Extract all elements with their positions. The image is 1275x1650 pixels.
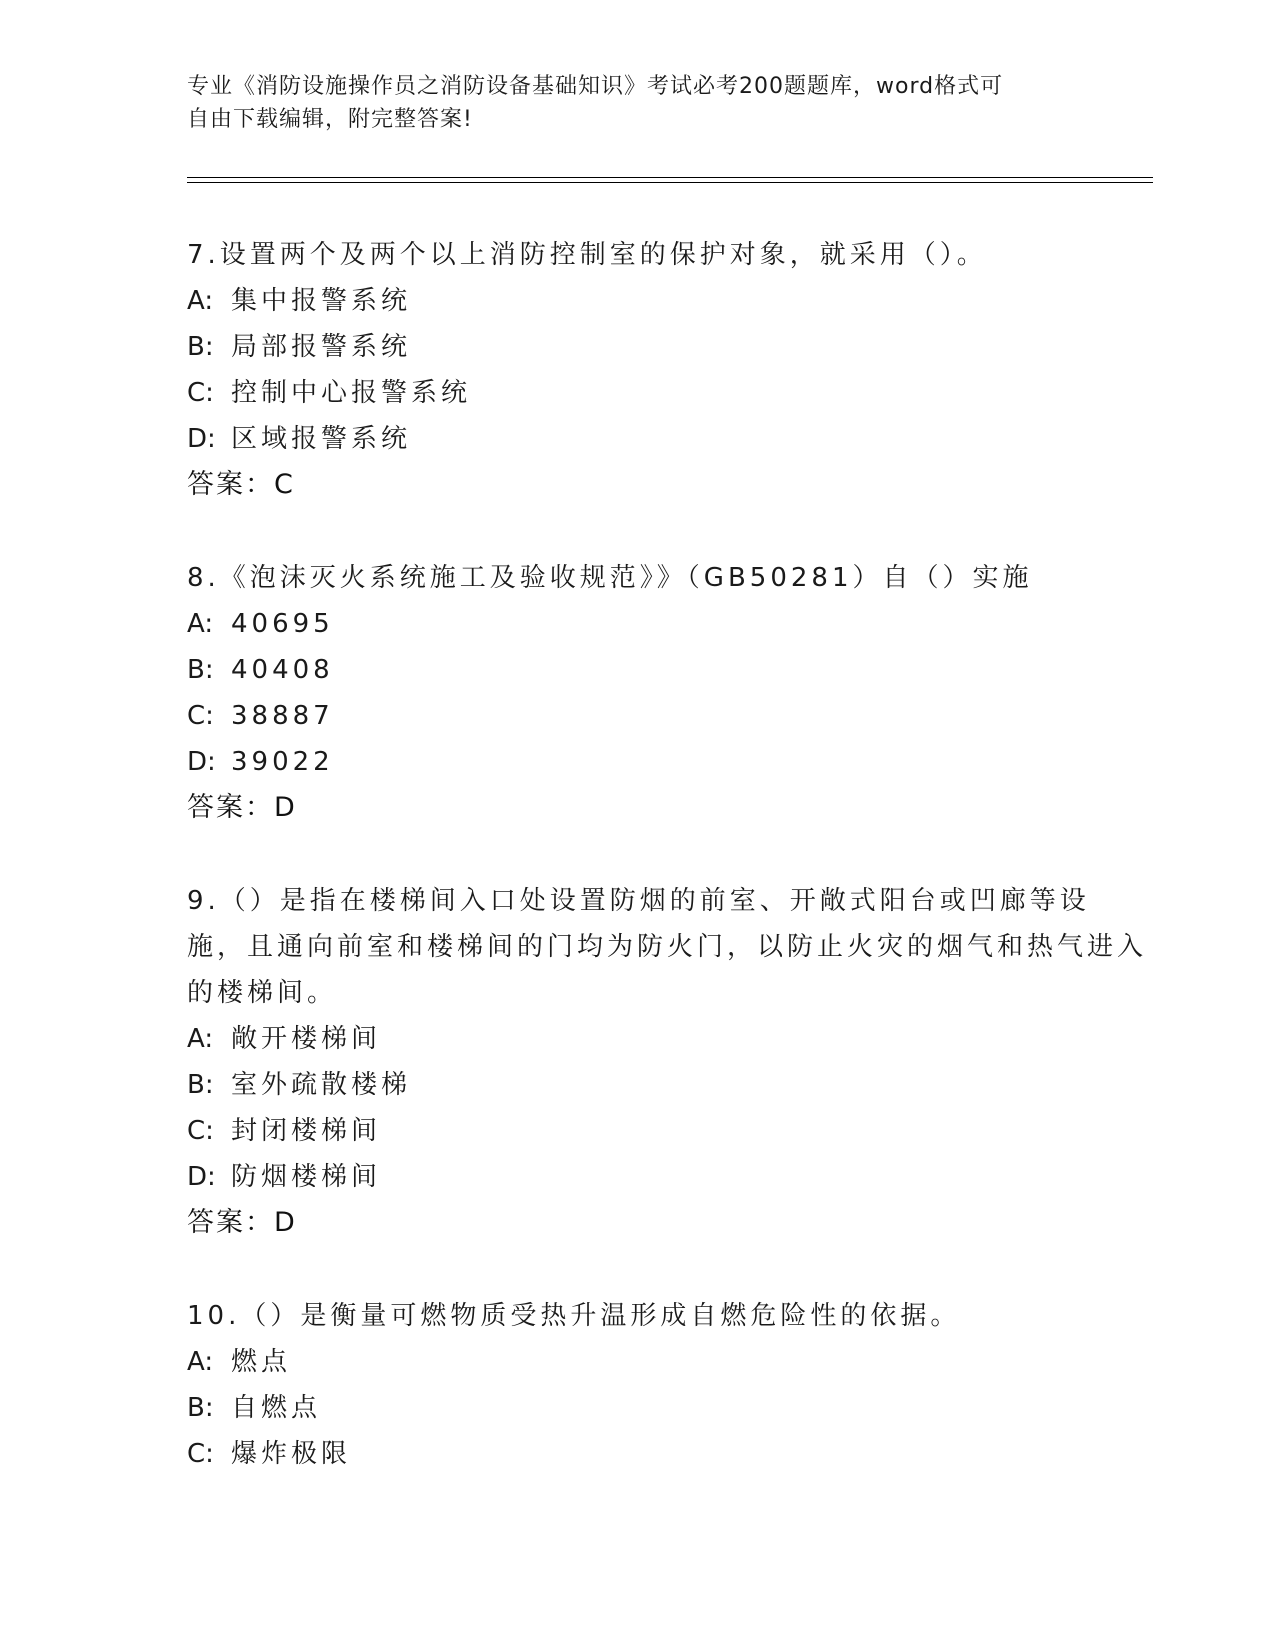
option-c	[187, 1108, 1147, 1154]
option-d	[187, 739, 1147, 785]
answer-line: 答案：C	[187, 469, 295, 500]
option-text: 局部报警系统	[231, 332, 412, 362]
option-a	[187, 1016, 1147, 1062]
option-text: 防烟楼梯间	[231, 1162, 382, 1192]
option-d	[187, 1154, 1147, 1200]
question-text: 9.（）是指在楼梯间入口处设置防烟的前室、开敞式阳台或凹廊等设施，且通向前室和楼梯间的门均为防火门，以防止火灾的烟气和热气进入的楼梯间。	[187, 886, 1148, 1008]
option-key: C:	[187, 1116, 214, 1146]
option-text: 室外疏散楼梯	[231, 1070, 412, 1100]
header-line-2: 自由下载编辑，附完整答案!	[187, 107, 473, 132]
option-text: 40408	[231, 655, 334, 685]
question-text: 10.（）是衡量可燃物质受热升温形成自燃危险性的依据。	[187, 1301, 961, 1331]
option-key: B:	[187, 1393, 214, 1423]
option-b	[187, 324, 1147, 370]
option-text: 区域报警系统	[231, 424, 412, 454]
answer-line: 答案：D	[187, 1207, 297, 1238]
option-key: A:	[187, 1024, 214, 1054]
option-key: C:	[187, 378, 214, 408]
header-divider-bottom	[187, 182, 1153, 183]
option-b	[187, 1062, 1147, 1108]
option-a	[187, 601, 1147, 647]
option-key: B:	[187, 332, 214, 362]
header-line-1: 专业《消防设施操作员之消防设备基础知识》考试必考200题题库，word格式可	[187, 74, 1004, 99]
option-key: C:	[187, 701, 214, 731]
option-c	[187, 370, 1147, 416]
option-key: C:	[187, 1439, 214, 1469]
option-c	[187, 693, 1147, 739]
question-9	[187, 878, 1147, 1246]
document-header	[187, 70, 1087, 136]
question-7	[187, 232, 1147, 508]
option-c	[187, 1431, 1147, 1477]
question-text: 8.《泡沫灭火系统施工及验收规范》》（GB50281）自（）实施	[187, 563, 1033, 593]
option-key: A:	[187, 609, 214, 639]
option-text: 燃点	[231, 1347, 292, 1377]
option-text: 39022	[231, 747, 334, 777]
option-key: A:	[187, 286, 214, 316]
option-text: 40695	[231, 609, 334, 639]
option-text: 封闭楼梯间	[231, 1116, 382, 1146]
option-b	[187, 1385, 1147, 1431]
question-10	[187, 1293, 1147, 1477]
option-key: B:	[187, 655, 214, 685]
question-text: 7.设置两个及两个以上消防控制室的保护对象，就采用（）。	[187, 240, 987, 270]
option-text: 敞开楼梯间	[231, 1024, 382, 1054]
question-8	[187, 555, 1147, 831]
option-key: D:	[187, 747, 216, 777]
answer-line: 答案：D	[187, 792, 297, 823]
option-a	[187, 278, 1147, 324]
option-text: 38887	[231, 701, 334, 731]
option-b	[187, 647, 1147, 693]
option-a	[187, 1339, 1147, 1385]
option-key: D:	[187, 1162, 216, 1192]
header-divider-top	[187, 177, 1153, 178]
option-text: 控制中心报警系统	[231, 378, 472, 408]
option-key: D:	[187, 424, 216, 454]
option-text: 集中报警系统	[231, 286, 412, 316]
question-list	[187, 232, 1147, 1524]
option-key: A:	[187, 1347, 214, 1377]
option-key: B:	[187, 1070, 214, 1100]
option-text: 自燃点	[231, 1393, 322, 1423]
option-text: 爆炸极限	[231, 1439, 352, 1469]
option-d	[187, 416, 1147, 462]
